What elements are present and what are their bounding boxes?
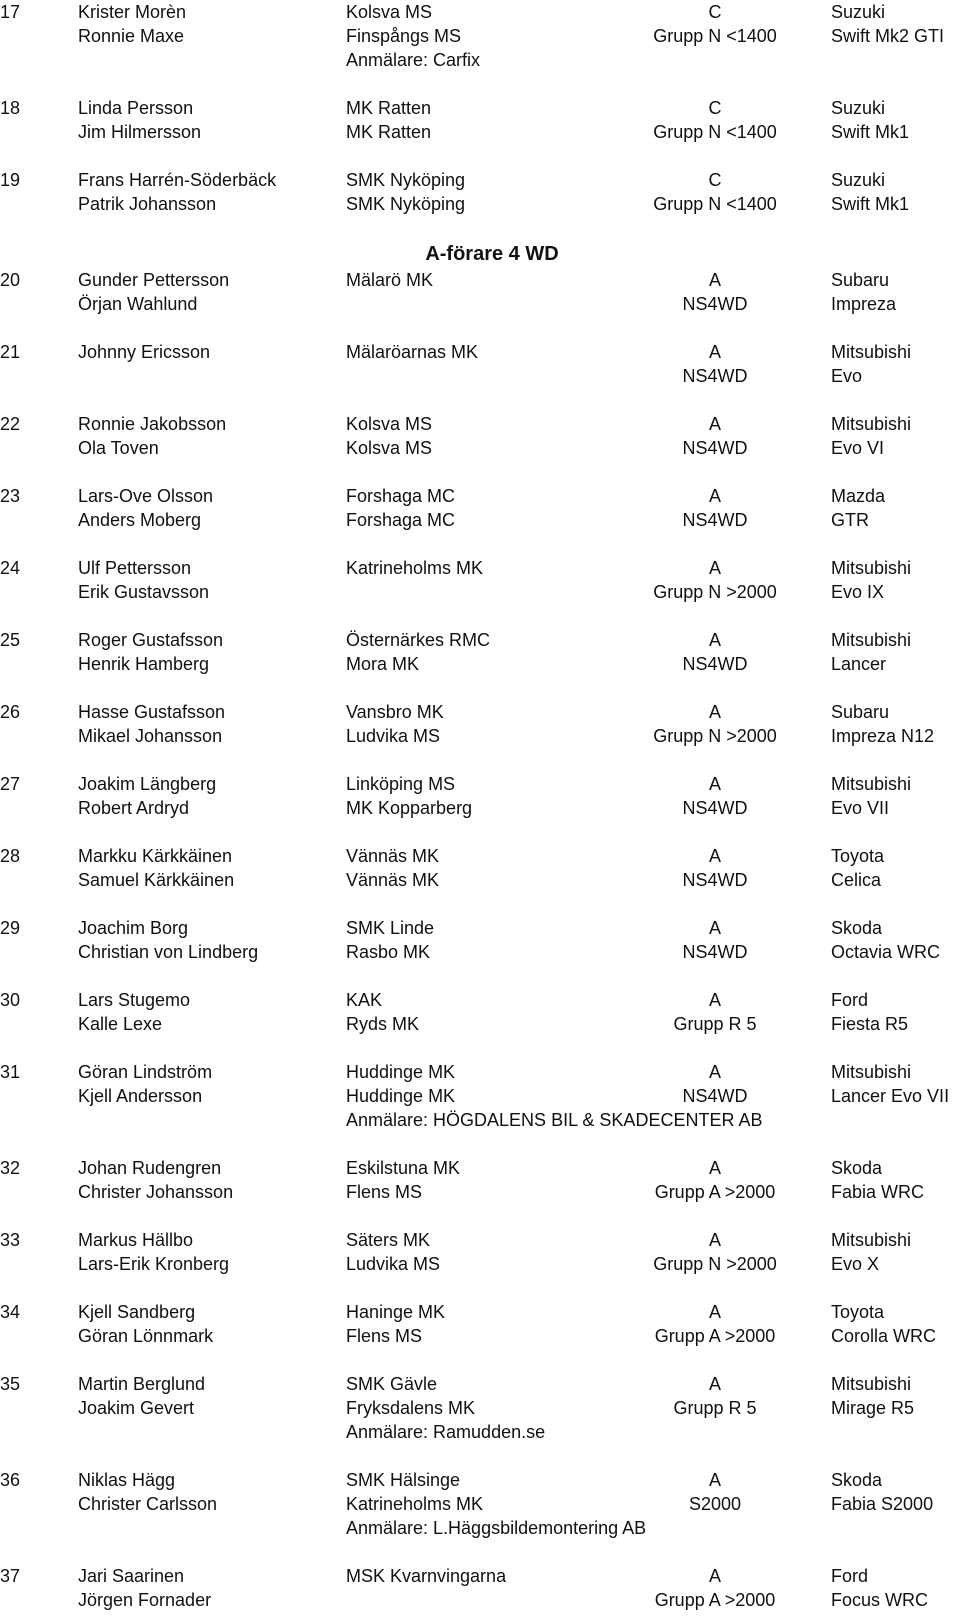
driver-name: Martin Berglund: [78, 1374, 206, 1394]
car-model: Mitsubishi: [831, 1374, 912, 1394]
start-number: 36: [0, 1470, 21, 1490]
entry-line: [0, 1396, 960, 1420]
entry-line: [0, 628, 960, 652]
class-label: Grupp N >2000: [653, 582, 777, 602]
driver-name: Kalle Lexe: [78, 1014, 163, 1034]
class-label: A: [708, 918, 721, 938]
club-name: Forshaga MC: [346, 486, 456, 506]
spacer: [0, 1444, 960, 1468]
entry-line: [0, 484, 960, 508]
club-name: Flens MS: [346, 1182, 423, 1202]
car-model: Skoda: [831, 1158, 883, 1178]
driver-name: Christian von Lindberg: [78, 942, 259, 962]
car-model: Suzuki: [831, 2, 886, 22]
car-model: Swift Mk1: [831, 122, 910, 142]
entry-line: [0, 1300, 960, 1324]
entry-block: [0, 1372, 960, 1444]
entry-block: [0, 556, 960, 604]
class-label: A: [708, 1230, 721, 1250]
driver-name: Hasse Gustafsson: [78, 702, 226, 722]
car-model: Mitsubishi: [831, 774, 912, 794]
spacer: [0, 388, 960, 412]
class-label: A: [708, 1302, 721, 1322]
entry-block: [0, 772, 960, 820]
spacer: [0, 892, 960, 916]
club-name: Säters MK: [346, 1230, 431, 1250]
driver-name: Erik Gustavsson: [78, 582, 210, 602]
car-model: Fabia WRC: [831, 1182, 925, 1202]
car-model: Subaru: [831, 702, 890, 722]
car-model: Evo X: [831, 1254, 880, 1274]
entry-block: [0, 340, 960, 388]
section-heading: A-förare 4 WD: [425, 243, 559, 265]
start-number: 37: [0, 1566, 21, 1586]
entry-line: [0, 120, 960, 144]
club-name: Huddinge MK: [346, 1086, 456, 1106]
driver-name: Markus Hällbo: [78, 1230, 194, 1250]
club-name: MSK Kvarnvingarna: [346, 1566, 507, 1586]
driver-name: Jörgen Fornader: [78, 1590, 212, 1610]
club-name: Huddinge MK: [346, 1062, 456, 1082]
car-model: Mitsubishi: [831, 630, 912, 650]
class-label: NS4WD: [682, 870, 748, 890]
entry-line: [0, 412, 960, 436]
entry-block: [0, 1468, 960, 1540]
start-number: 25: [0, 630, 21, 650]
class-label: NS4WD: [682, 1086, 748, 1106]
class-label: NS4WD: [682, 366, 748, 386]
club-name: Kolsva MS: [346, 414, 433, 434]
class-label: Grupp N >2000: [653, 1254, 777, 1274]
club-name: Ludvika MS: [346, 726, 441, 746]
club-name: Eskilstuna MK: [346, 1158, 461, 1178]
class-label: A: [708, 342, 721, 362]
club-name: Mälaröarnas MK: [346, 342, 479, 362]
entry-line: [0, 724, 960, 748]
class-label: A: [708, 414, 721, 434]
entry-line: [0, 340, 960, 364]
car-model: Evo: [831, 366, 863, 386]
car-model: Impreza: [831, 294, 897, 314]
car-model: Mitsubishi: [831, 1062, 912, 1082]
car-model: Mitsubishi: [831, 414, 912, 434]
entry-line: [0, 556, 960, 580]
club-name: MK Ratten: [346, 98, 432, 118]
car-model: Mitsubishi: [831, 558, 912, 578]
class-label: A: [708, 270, 721, 290]
class-label: Grupp N <1400: [653, 122, 777, 142]
spacer: [0, 748, 960, 772]
club-name: Flens MS: [346, 1326, 423, 1346]
driver-name: Gunder Pettersson: [78, 270, 230, 290]
car-model: Fiesta R5: [831, 1014, 909, 1034]
class-label: A: [708, 1470, 721, 1490]
class-label: NS4WD: [682, 294, 748, 314]
car-model: Subaru: [831, 270, 890, 290]
start-number: 22: [0, 414, 21, 434]
entry-block: [0, 1156, 960, 1204]
spacer: [0, 1204, 960, 1228]
class-label: C: [708, 2, 722, 22]
entry-line: [0, 1084, 960, 1108]
entry-line: [0, 1372, 960, 1396]
club-name: Rasbo MK: [346, 942, 431, 962]
spacer: [0, 1132, 960, 1156]
start-number: 31: [0, 1062, 21, 1082]
driver-name: Göran Lönnmark: [78, 1326, 214, 1346]
driver-name: Kjell Sandberg: [78, 1302, 196, 1322]
start-number: 28: [0, 846, 21, 866]
entrant-text: Anmälare: Carfix: [346, 50, 481, 70]
class-label: NS4WD: [682, 942, 748, 962]
entry-block: [0, 844, 960, 892]
entry-line: [0, 168, 960, 192]
entrant-text: Anmälare: HÖGDALENS BIL & SKADECENTER AB: [346, 1110, 763, 1130]
entry-line: [0, 268, 960, 292]
driver-name: Niklas Hägg: [78, 1470, 176, 1490]
club-name: MK Ratten: [346, 122, 432, 142]
entry-line: [0, 96, 960, 120]
driver-name: Mikael Johansson: [78, 726, 223, 746]
class-label: A: [708, 1062, 721, 1082]
entrant-line: [0, 1516, 960, 1540]
class-label: A: [708, 1374, 721, 1394]
club-name: SMK Nyköping: [346, 170, 466, 190]
spacer: [0, 676, 960, 700]
entry-block: [0, 168, 960, 216]
entrant-text: Anmälare: Ramudden.se: [346, 1422, 546, 1442]
car-model: Lancer: [831, 654, 887, 674]
spacer: [0, 460, 960, 484]
spacer: [0, 316, 960, 340]
entrant-line: [0, 48, 960, 72]
entry-line: [0, 988, 960, 1012]
entrant-text: Anmälare: L.Häggsbildemontering AB: [346, 1518, 647, 1538]
club-name: Vännäs MK: [346, 870, 440, 890]
entry-line: [0, 1252, 960, 1276]
driver-name: Johan Rudengren: [78, 1158, 222, 1178]
class-label: A: [708, 630, 721, 650]
entry-line: [0, 1468, 960, 1492]
driver-name: Ronnie Maxe: [78, 26, 185, 46]
car-model: Mirage R5: [831, 1398, 915, 1418]
spacer: [0, 820, 960, 844]
club-name: KAK: [346, 990, 383, 1010]
class-label: Grupp N <1400: [653, 194, 777, 214]
car-model: GTR: [831, 510, 869, 530]
club-name: MK Kopparberg: [346, 798, 473, 818]
class-label: A: [708, 990, 721, 1010]
car-model: Focus WRC: [831, 1590, 929, 1610]
class-label: Grupp N >2000: [653, 726, 777, 746]
car-model: Suzuki: [831, 170, 886, 190]
club-name: Ludvika MS: [346, 1254, 441, 1274]
class-label: A: [708, 486, 721, 506]
driver-name: Ola Toven: [78, 438, 159, 458]
spacer: [0, 144, 960, 168]
club-name: Katrineholms MK: [346, 1494, 484, 1514]
entry-line: [0, 796, 960, 820]
entry-line: [0, 1564, 960, 1588]
spacer: [0, 532, 960, 556]
class-label: NS4WD: [682, 510, 748, 530]
entry-line: [0, 436, 960, 460]
start-number: 30: [0, 990, 21, 1010]
driver-name: Kjell Andersson: [78, 1086, 203, 1106]
start-number: 27: [0, 774, 21, 794]
car-model: Ford: [831, 1566, 869, 1586]
entry-block: [0, 268, 960, 316]
club-name: Ryds MK: [346, 1014, 420, 1034]
start-number: 20: [0, 270, 21, 290]
class-label: Grupp A >2000: [654, 1182, 776, 1202]
club-name: Linköping MS: [346, 774, 456, 794]
driver-name: Patrik Johansson: [78, 194, 217, 214]
class-label: S2000: [688, 1494, 742, 1514]
club-name: Mälarö MK: [346, 270, 434, 290]
spacer: [0, 1036, 960, 1060]
club-name: SMK Nyköping: [346, 194, 466, 214]
entry-line: [0, 0, 960, 24]
driver-name: Jim Hilmersson: [78, 122, 202, 142]
spacer: [0, 216, 960, 240]
entrant-line: [0, 1420, 960, 1444]
club-name: Östernärkes RMC: [346, 630, 491, 650]
start-number: 32: [0, 1158, 21, 1178]
entry-line: [0, 1180, 960, 1204]
entry-line: [0, 772, 960, 796]
driver-name: Örjan Wahlund: [78, 294, 198, 314]
spacer: [0, 72, 960, 96]
entry-line: [0, 192, 960, 216]
entry-block: [0, 96, 960, 144]
car-model: Evo VII: [831, 798, 890, 818]
car-model: Toyota: [831, 846, 885, 866]
entry-line: [0, 24, 960, 48]
entry-line: [0, 1588, 960, 1612]
driver-name: Joakim Längberg: [78, 774, 217, 794]
driver-name: Lars-Ove Olsson: [78, 486, 214, 506]
driver-name: Samuel Kärkkäinen: [78, 870, 235, 890]
club-name: SMK Gävle: [346, 1374, 438, 1394]
class-label: A: [708, 702, 721, 722]
class-label: A: [708, 1158, 721, 1178]
car-model: Suzuki: [831, 98, 886, 118]
entry-line: [0, 652, 960, 676]
car-model: Lancer Evo VII: [831, 1086, 950, 1106]
start-number: 23: [0, 486, 21, 506]
entry-block: [0, 700, 960, 748]
driver-name: Robert Ardryd: [78, 798, 190, 818]
class-label: C: [708, 170, 722, 190]
entry-line: [0, 580, 960, 604]
entry-line: [0, 868, 960, 892]
entry-block: [0, 988, 960, 1036]
club-name: Mora MK: [346, 654, 420, 674]
start-number: 24: [0, 558, 21, 578]
entry-block: [0, 916, 960, 964]
start-number: 26: [0, 702, 21, 722]
entry-line: [0, 1324, 960, 1348]
entry-block: [0, 1300, 960, 1348]
entry-line: [0, 1012, 960, 1036]
club-name: SMK Hälsinge: [346, 1470, 461, 1490]
driver-name: Jari Saarinen: [78, 1566, 185, 1586]
car-model: Octavia WRC: [831, 942, 941, 962]
car-model: Celica: [831, 870, 882, 890]
driver-name: Ronnie Jakobsson: [78, 414, 227, 434]
driver-name: Christer Carlsson: [78, 1494, 218, 1514]
entry-line: [0, 940, 960, 964]
entry-line: [0, 916, 960, 940]
driver-name: Frans Harrén-Söderbäck: [78, 170, 277, 190]
spacer: [0, 1276, 960, 1300]
spacer: [0, 604, 960, 628]
start-number: 29: [0, 918, 21, 938]
club-name: Katrineholms MK: [346, 558, 484, 578]
car-model: Mitsubishi: [831, 1230, 912, 1250]
car-model: Evo VI: [831, 438, 885, 458]
entry-line: [0, 292, 960, 316]
start-number: 21: [0, 342, 21, 362]
start-number: 18: [0, 98, 21, 118]
driver-name: Ulf Pettersson: [78, 558, 192, 578]
spacer: [0, 1540, 960, 1564]
club-name: Finspångs MS: [346, 26, 462, 46]
car-model: Skoda: [831, 1470, 883, 1490]
class-label: Grupp N <1400: [653, 26, 777, 46]
car-model: Mazda: [831, 486, 886, 506]
start-number: 33: [0, 1230, 21, 1250]
driver-name: Henrik Hamberg: [78, 654, 210, 674]
start-number: 17: [0, 2, 21, 22]
driver-name: Christer Johansson: [78, 1182, 234, 1202]
driver-name: Roger Gustafsson: [78, 630, 224, 650]
car-model: Ford: [831, 990, 869, 1010]
club-name: Kolsva MS: [346, 438, 433, 458]
class-label: NS4WD: [682, 798, 748, 818]
spacer: [0, 1348, 960, 1372]
entry-line: [0, 1492, 960, 1516]
entry-line: [0, 1156, 960, 1180]
entrant-line: [0, 1108, 960, 1132]
entry-line: [0, 700, 960, 724]
entry-line: [0, 508, 960, 532]
car-model: Toyota: [831, 1302, 885, 1322]
driver-name: Joakim Gevert: [78, 1398, 195, 1418]
spacer: [0, 964, 960, 988]
entry-block: [0, 1060, 960, 1132]
driver-name: Göran Lindström: [78, 1062, 213, 1082]
class-label: A: [708, 558, 721, 578]
start-number: 34: [0, 1302, 21, 1322]
class-label: A: [708, 774, 721, 794]
car-model: Impreza N12: [831, 726, 935, 746]
class-label: NS4WD: [682, 438, 748, 458]
start-number: 35: [0, 1374, 21, 1394]
class-label: Grupp R 5: [673, 1014, 757, 1034]
club-name: Fryksdalens MK: [346, 1398, 476, 1418]
car-model: Mitsubishi: [831, 342, 912, 362]
club-name: Vansbro MK: [346, 702, 444, 722]
class-label: Grupp R 5: [673, 1398, 757, 1418]
entry-line: [0, 364, 960, 388]
driver-name: Joachim Borg: [78, 918, 189, 938]
club-name: Haninge MK: [346, 1302, 446, 1322]
driver-name: Linda Persson: [78, 98, 194, 118]
entry-block: [0, 628, 960, 676]
driver-name: Krister Morèn: [78, 2, 187, 22]
entry-block: [0, 0, 960, 72]
driver-name: Lars-Erik Kronberg: [78, 1254, 230, 1274]
entry-block: [0, 1228, 960, 1276]
class-label: A: [708, 846, 721, 866]
class-label: Grupp A >2000: [654, 1590, 776, 1610]
car-model: Swift Mk2 GTI: [831, 26, 945, 46]
driver-name: Lars Stugemo: [78, 990, 191, 1010]
class-label: A: [708, 1566, 721, 1586]
club-name: Vännäs MK: [346, 846, 440, 866]
start-number: 19: [0, 170, 21, 190]
club-name: SMK Linde: [346, 918, 435, 938]
entry-block: [0, 1564, 960, 1612]
car-model: Fabia S2000: [831, 1494, 934, 1514]
car-model: Evo IX: [831, 582, 885, 602]
entry-line: [0, 844, 960, 868]
car-model: Corolla WRC: [831, 1326, 937, 1346]
entry-block: [0, 484, 960, 532]
entry-block: [0, 412, 960, 460]
class-label: NS4WD: [682, 654, 748, 674]
driver-name: Anders Moberg: [78, 510, 202, 530]
club-name: Forshaga MC: [346, 510, 456, 530]
class-label: Grupp A >2000: [654, 1326, 776, 1346]
driver-name: Markku Kärkkäinen: [78, 846, 233, 866]
car-model: Skoda: [831, 918, 883, 938]
driver-name: Johnny Ericsson: [78, 342, 211, 362]
entry-line: [0, 1060, 960, 1084]
entry-line: [0, 1228, 960, 1252]
club-name: Kolsva MS: [346, 2, 433, 22]
class-label: C: [708, 98, 722, 118]
car-model: Swift Mk1: [831, 194, 910, 214]
